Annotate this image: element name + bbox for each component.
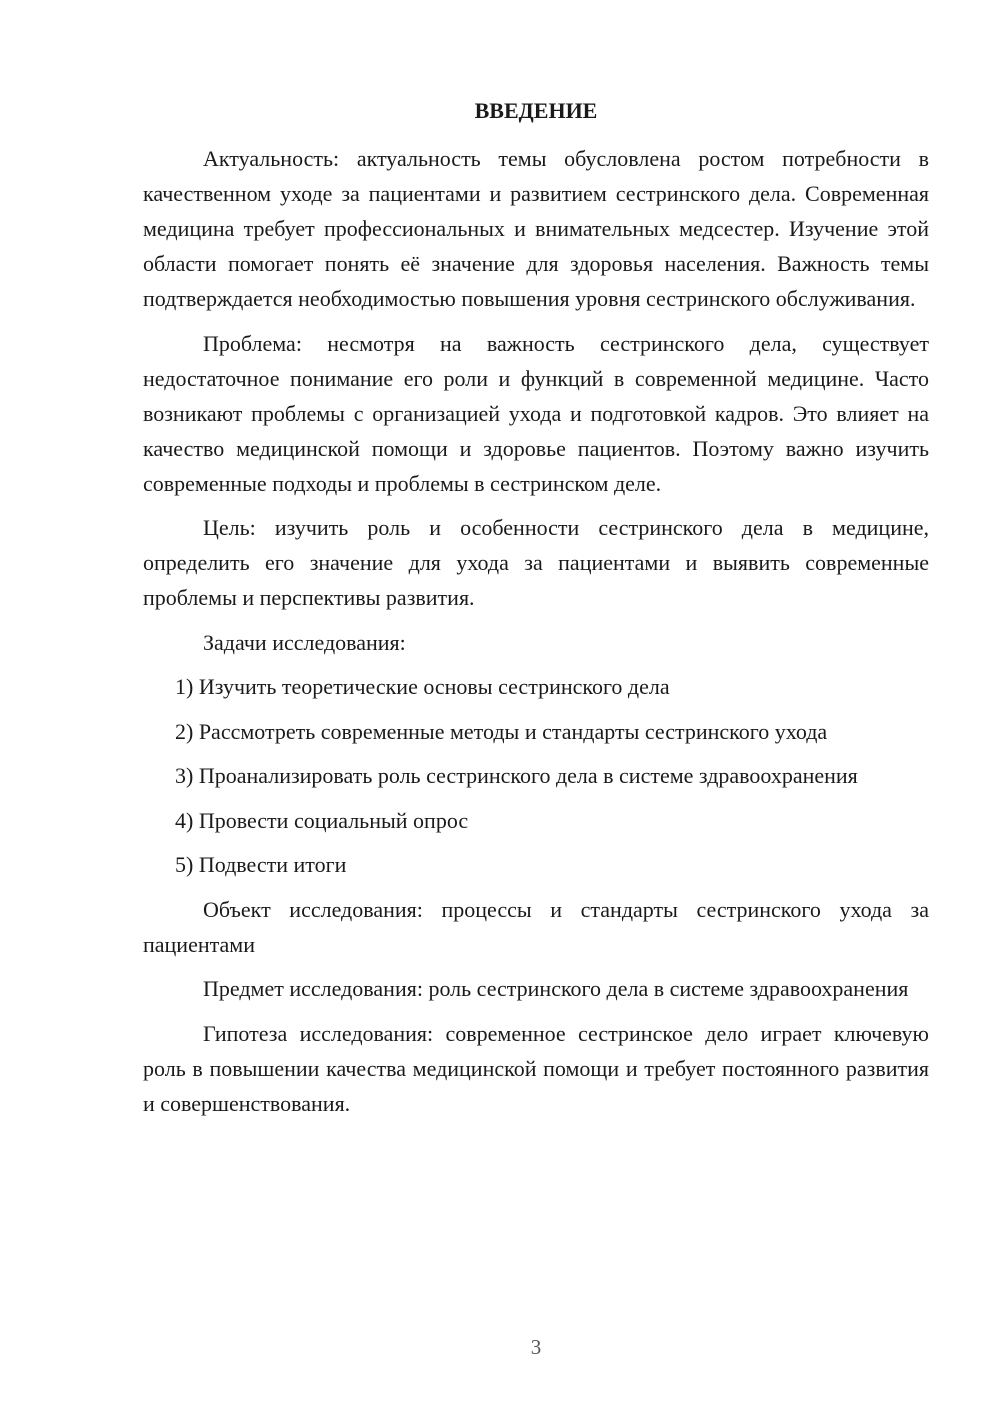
object-paragraph: Объект исследования: процессы и стандарты сестринского ухода за пациентами [143,896,929,957]
subject-paragraph: Предмет исследования: роль сестринского дела в системе здравоохранения [203,976,909,1001]
page-number: 3 [530,1335,542,1359]
relevance-paragraph: Актуальность: актуальность темы обусловлена ростом потребности в качественном уходе за пациентами и развитием сестринского дела. Современная медицина требует профессиональных и внимательных медсестер. Изучение этой области помогает понять её значение для здоровья населения. Важность темы подтверждается необходимостью повышения уровня сестринского обслуживания. [143,146,929,311]
task-item-1: 1) Изучить теоретические основы сестринского дела [175,674,670,699]
task-item-4: 4) Провести социальный опрос [175,807,469,833]
section-title: ВВЕДЕНИЕ [474,98,598,123]
hypothesis-paragraph: Гипотеза исследования: современное сестринское дело играет ключевую роль в повышении качества медицинской помощи и требует постоянного развития и совершенствования. [143,1020,929,1116]
tasks-heading: Задачи исследования: [203,629,406,655]
task-item-5: 5) Подвести итоги [175,852,347,877]
task-item-2: 2) Рассмотреть современные методы и стандарты сестринского ухода [175,718,828,744]
page-body [143,141,929,1130]
goal-paragraph: Цель: изучить роль и особенности сестринского дела в медицине, определить его значение для ухода за пациентами и выявить современные проблемы и перспективы развития. [143,515,929,610]
task-item-3: 3) Проанализировать роль сестринского дела в системе здравоохранения [175,763,858,788]
problem-paragraph: Проблема: несмотря на важность сестринского дела, существует недостаточное понимание его роли и функций в современной медицине. Часто возникают проблемы с организацией ухода и подготовкой кадров. Это влияет на качество медицинской помощи и здоровье пациентов. Поэтому важно изучить современные подходы и проблемы в сестринском деле. [143,330,929,496]
